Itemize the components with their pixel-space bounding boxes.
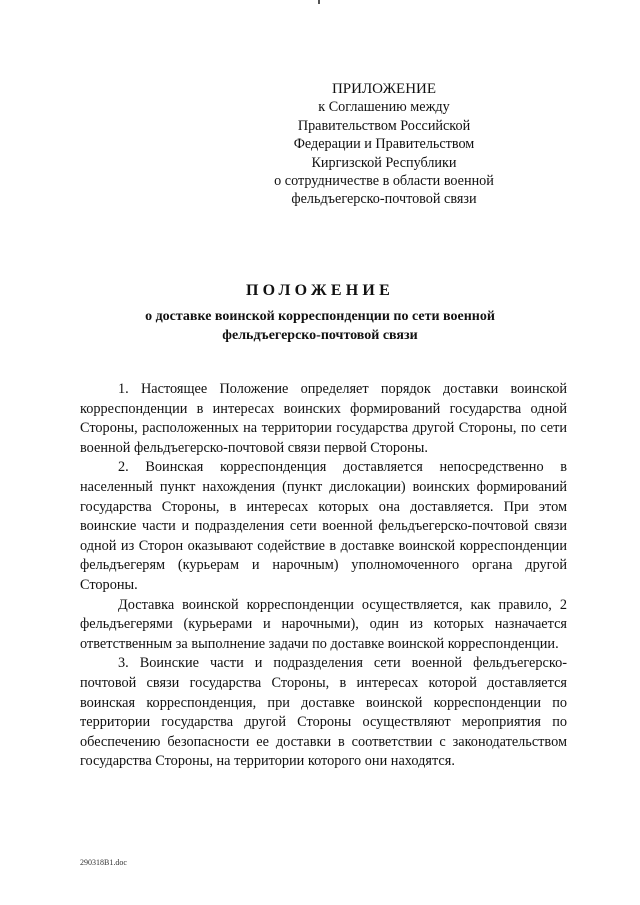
footer-file-name: 290318В1.doc — [80, 858, 127, 867]
appendix-line: о сотрудничестве в области военной — [274, 173, 494, 190]
appendix-line: к Соглашению между — [318, 99, 450, 116]
subtitle-line: о доставке воинской корреспонденции по сети военной — [145, 309, 495, 324]
appendix-title: ПРИЛОЖЕНИЕ — [331, 81, 437, 97]
page-top-mark — [318, 0, 320, 4]
paragraph-1: 1. Настоящее Положение определяет порядок доставки воинской корреспонденции в интересах воинских формирований государства одной Стороны, расположенных на территории государства другой Стороны, по сети военной фельдъегерско-почтовой связи первой Стороны. — [80, 381, 567, 456]
document-subtitle — [0, 307, 640, 345]
appendix-line: Киргизской Республики — [311, 154, 457, 171]
appendix-line: Правительством Российской — [297, 117, 471, 134]
paragraph-3: 3. Воинские части и подразделения сети военной фельдъегерско-почтовой связи государства Стороны, в интересах которой доставляется воинская корреспонденция, при доставке воинской корреспонденции по территории государства другой Стороны осуществляют мероприятия по обеспечению безопасности ее доставки в соответствии с законодательством государства Стороны, на территории которого они находятся. — [80, 655, 567, 770]
subtitle-line: фельдъегерско-почтовой связи — [222, 328, 418, 343]
appendix-line: Федерации и Правительством — [293, 136, 475, 153]
appendix-line: фельдъегерско-почтовой связи — [291, 191, 477, 208]
paragraph-2: 2. Воинская корреспонденция доставляется непосредственно в населенный пункт нахождения (пункт дислокации) воинских формирований государства Стороны, в интересах которых она доставляется. При этом воинские части и подразделения сети военной фельдъегерско-почтовой связи одной из Сторон оказывают содействие в доставке воинской корреспонденции фельдъегерям (курьерам и нарочным) уполномоченного органа другой Стороны. — [80, 459, 567, 593]
document-title: ПОЛОЖЕНИЕ — [246, 282, 394, 299]
document-body — [80, 380, 567, 772]
appendix-header — [234, 80, 534, 209]
paragraph-2-continuation: Доставка воинской корреспонденции осуществляется, как правило, 2 фельдъегерями (курьерами и нарочными), один из которых назначается ответственным за выполнение задачи по доставке воинской корреспонденции. — [80, 596, 567, 652]
